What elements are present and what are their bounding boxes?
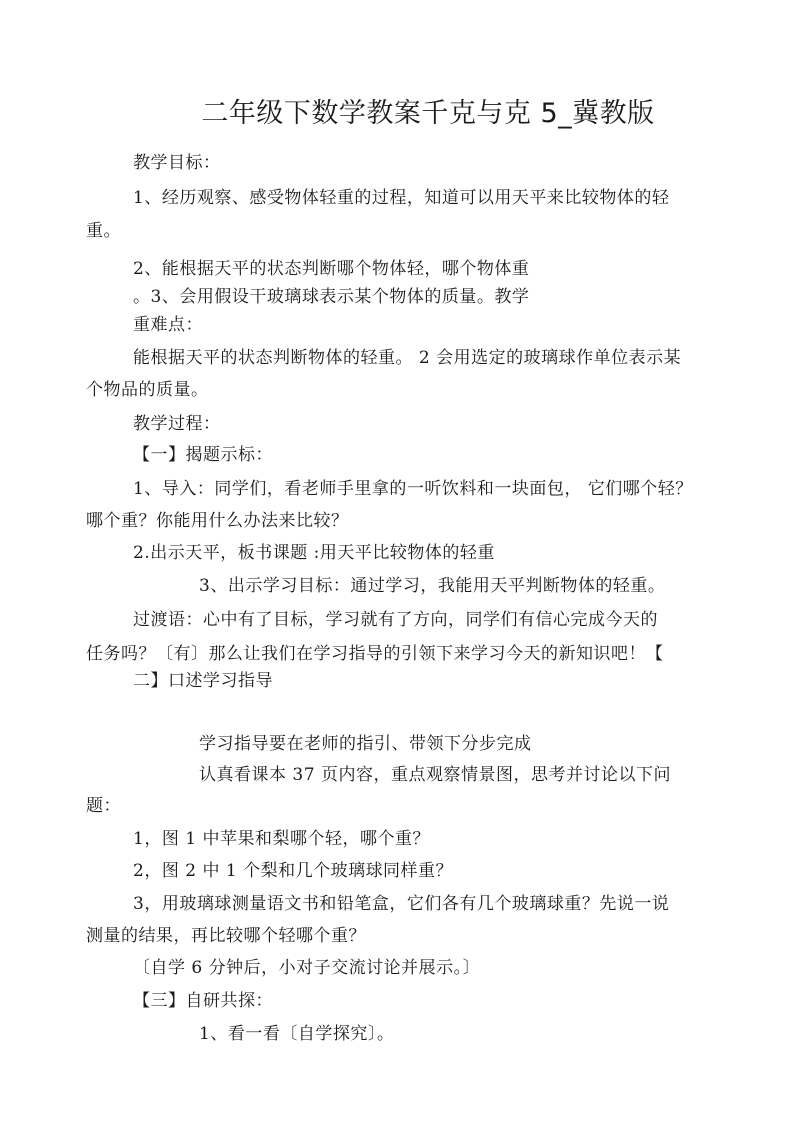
document-title: 二年级下数学教案千克与克 5_冀教版 <box>201 98 655 129</box>
text-line: 任务吗？〔有〕那么让我们在学习指导的引领下来学习今天的新知识吧！【 <box>86 644 664 664</box>
text-line: 2、能根据天平的状态判断哪个物体轻，哪个物体重 <box>133 259 530 279</box>
text-line: 学习指导要在老师的指引、带领下分步完成 <box>199 734 532 754</box>
section-heading: 【一】揭题示标： <box>133 445 273 465</box>
text-line: 认真看课本 37 页内容，重点观察情景图，思考并讨论以下问 <box>199 765 671 785</box>
text-line: 哪个重？你能用什么办法来比较？ <box>86 511 349 531</box>
text-line: 个物品的质量。 <box>86 380 209 400</box>
text-line: 1、经历观察、感受物体轻重的过程，知道可以用天平来比较物体的轻 <box>133 188 670 208</box>
text-line: 测量的结果，再比较哪个轻哪个重？ <box>86 926 366 946</box>
section-heading: 二】口述学习指导 <box>133 671 273 691</box>
text-line: 2.出示天平，板书课题 :用天平比较物体的轻重 <box>133 543 495 563</box>
text-line: 1、导入：同学们，看老师手里拿的一听饮料和一块面包， 它们哪个轻？ <box>133 479 693 499</box>
question-line: 1，图 1 中苹果和梨哪个轻，哪个重？ <box>133 829 430 849</box>
text-line: 〔自学 6 分钟后，小对子交流讨论并展示。〕 <box>133 958 481 978</box>
text-line: 重难点： <box>133 315 203 335</box>
question-line: 2，图 2 中 1 个梨和几个玻璃球同样重？ <box>133 861 454 881</box>
section-heading: 【三】自研共探： <box>133 991 273 1011</box>
text-line: 重。 <box>86 221 121 241</box>
text-line: 题： <box>86 796 121 816</box>
text-line: 过渡语：心中有了目标，学习就有了方向，同学们有信心完成今天的 <box>133 610 658 630</box>
text-line: 。3、会用假设干玻璃球表示某个物体的质量。教学 <box>133 287 530 307</box>
text-line: 3、出示学习目标：通过学习，我能用天平判断物体的轻重。 <box>199 576 666 596</box>
text-line: 教学目标： <box>133 153 221 173</box>
text-line: 1、看一看〔自学探究〕。 <box>199 1024 395 1044</box>
text-line: 教学过程： <box>133 414 221 434</box>
text-line: 能根据天平的状态判断物体的轻重。 2 会用选定的玻璃球作单位表示某 <box>133 348 682 368</box>
question-line: 3，用玻璃球测量语文书和铅笔盒，它们各有几个玻璃球重？先说一说 <box>133 894 670 914</box>
